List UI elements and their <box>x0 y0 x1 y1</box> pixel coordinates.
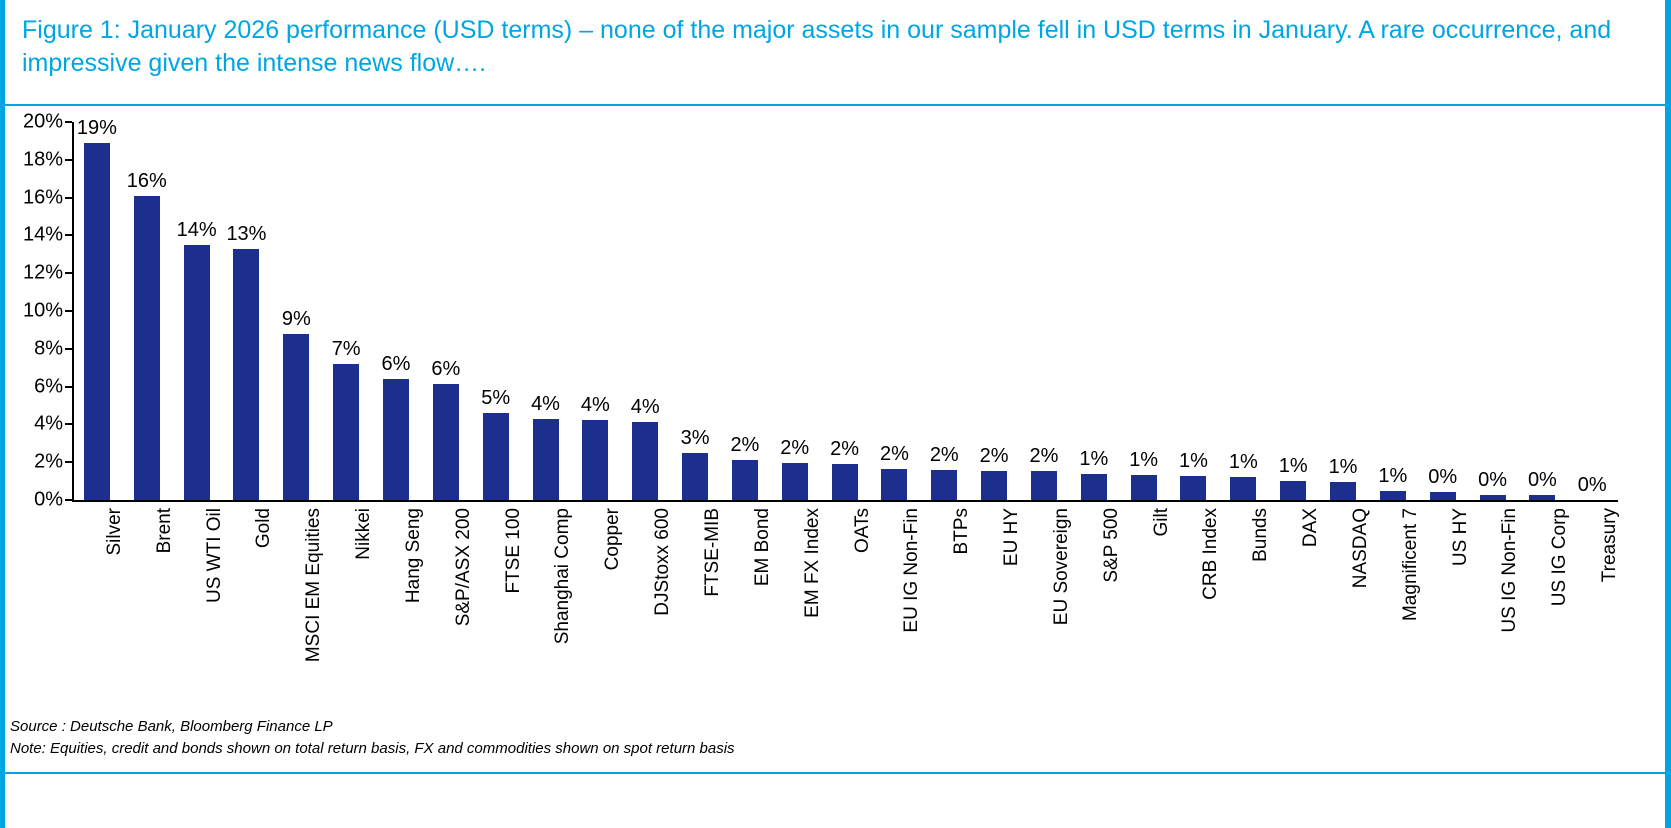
x-axis-category-label: Silver <box>103 508 125 556</box>
x-axis-category-label: EU Sovereign <box>1050 508 1072 626</box>
y-axis-tick-mark <box>65 121 72 123</box>
x-axis-category-label: FTSE 100 <box>502 508 524 594</box>
bar <box>1131 475 1157 501</box>
y-axis-tick-label: 18% <box>22 148 63 171</box>
bar-column <box>471 122 521 500</box>
bar <box>184 245 210 500</box>
bar-value-label: 2% <box>730 434 760 457</box>
bar <box>632 422 658 500</box>
bar-column <box>1218 122 1268 500</box>
y-axis-tick-label: 16% <box>22 186 63 209</box>
bar-value-label: 6% <box>431 357 461 380</box>
bar-column <box>1019 122 1069 500</box>
x-axis-category-label: Brent <box>153 508 175 554</box>
x-axis-category-label: Bunds <box>1250 508 1272 562</box>
x-axis-category-label: EU HY <box>1001 508 1023 567</box>
bar-column <box>820 122 870 500</box>
bar-value-label: 1% <box>1378 464 1408 487</box>
bar-column <box>72 116 122 500</box>
bar-value-label: 2% <box>1029 444 1059 467</box>
x-axis-category-label: Hang Seng <box>402 508 424 604</box>
bar-value-label: 4% <box>580 393 610 416</box>
y-axis-tick-label: 10% <box>22 299 63 322</box>
x-axis-category-label: S&P/ASX 200 <box>452 508 474 627</box>
bar-column <box>172 122 222 500</box>
bar-column <box>620 122 670 500</box>
bar-value-label: 13% <box>226 222 267 245</box>
bar <box>931 470 957 500</box>
y-axis-tick-mark <box>65 499 72 501</box>
source-line: Source : Deutsche Bank, Bloomberg Finance LP <box>10 718 333 735</box>
y-axis-tick-mark <box>65 234 72 236</box>
bar-value-label: 0% <box>1478 468 1507 491</box>
bar-column <box>770 122 820 500</box>
bar <box>134 196 160 500</box>
bar-column <box>670 122 720 500</box>
bar-column <box>919 122 969 500</box>
bar <box>1180 476 1206 500</box>
note-line: Note: Equities, credit and bonds shown on total return basis, FX and commodities shown on spot return basis <box>10 739 735 757</box>
y-axis-tick-mark <box>65 348 72 350</box>
bar <box>1330 482 1356 500</box>
bar-value-label: 5% <box>481 387 511 410</box>
x-axis-category-label: DAX <box>1300 508 1322 548</box>
bar-column <box>720 122 770 500</box>
bar <box>582 420 608 500</box>
bar-value-label: 16% <box>126 169 167 192</box>
bar <box>1380 491 1406 500</box>
bar-value-label: 1% <box>1328 456 1358 479</box>
bar-value-label: 2% <box>879 442 909 465</box>
x-axis-category-label: OATs <box>851 508 873 554</box>
y-axis-tick-label: 12% <box>22 261 63 284</box>
bar <box>881 469 907 500</box>
bar-value-label: 3% <box>680 426 710 449</box>
bar-value-label: 2% <box>830 438 860 461</box>
x-axis-category-label: US HY <box>1449 508 1471 567</box>
bar <box>1031 471 1057 500</box>
bar <box>981 471 1007 500</box>
x-axis-category-label: US WTI Oil <box>203 508 225 603</box>
bar-value-label: 0% <box>1577 474 1607 496</box>
y-axis-tick-label: 6% <box>34 375 63 398</box>
x-axis-category-label: US IG Non-Fin <box>1499 508 1521 633</box>
x-axis-category-label: CRB Index <box>1200 508 1222 600</box>
bar-series <box>72 116 1617 500</box>
bar <box>832 464 858 500</box>
figure-footnotes <box>10 716 1610 760</box>
bar-column <box>371 122 421 500</box>
bar-value-label: 9% <box>281 307 311 330</box>
bar-column <box>271 122 321 500</box>
x-axis-category-label: Gold <box>253 508 275 549</box>
bar <box>433 384 459 500</box>
bar-column <box>1468 122 1518 500</box>
bar-column <box>1418 122 1468 500</box>
bar <box>283 334 309 500</box>
bar-column <box>521 122 571 500</box>
bar-value-label: 1% <box>1278 455 1308 478</box>
bar-value-label: 1% <box>1228 451 1258 474</box>
y-axis-tick-mark <box>65 386 72 388</box>
x-axis-line <box>72 500 1618 502</box>
bar <box>1081 474 1107 500</box>
x-axis-category-label: EM FX Index <box>801 508 823 618</box>
bar-value-label: 2% <box>979 444 1009 467</box>
bar-value-label: 0% <box>1428 466 1458 489</box>
bar-value-label: 2% <box>929 443 959 466</box>
y-axis-tick-label: 20% <box>22 110 63 133</box>
y-axis-tick-mark <box>65 310 72 312</box>
bar-column <box>870 122 920 500</box>
footer-divider <box>0 772 1665 774</box>
bar <box>1529 495 1555 500</box>
bar <box>1280 481 1306 500</box>
bar <box>1230 477 1256 500</box>
bar <box>483 413 509 500</box>
y-axis-tick-mark <box>65 461 72 463</box>
figure-title: Figure 1: January 2026 performance (USD terms) – none of the major assets in our sample fell in USD terms in January. A rare occurrence, and impressive given the intense news flow…. <box>22 16 1612 78</box>
bar-column <box>1368 122 1418 500</box>
bar-value-label: 6% <box>381 353 411 376</box>
x-axis-category-label: EU IG Non-Fin <box>901 508 923 633</box>
x-axis-category-label: NASDAQ <box>1349 508 1371 589</box>
y-axis-tick-mark <box>65 197 72 199</box>
bar <box>84 143 110 500</box>
y-axis-tick-label: 0% <box>34 488 63 511</box>
bar-column <box>1119 122 1169 500</box>
bar-value-label: 1% <box>1129 448 1159 471</box>
bar-column <box>969 122 1019 500</box>
bar-column <box>570 122 620 500</box>
plot-area <box>22 110 1617 511</box>
bar <box>682 453 708 500</box>
y-axis-tick-label: 8% <box>34 337 63 360</box>
x-axis-category-label: BTPs <box>951 508 973 555</box>
x-axis-category-label: Shanghai Comp <box>552 508 574 645</box>
bar-value-label: 0% <box>1527 469 1557 492</box>
bar <box>1480 495 1506 500</box>
x-axis-category-label: Gilt <box>1150 508 1172 537</box>
x-axis-category-label: S&P 500 <box>1100 508 1122 583</box>
bar <box>533 419 559 500</box>
bar-value-label: 4% <box>531 392 560 415</box>
bar <box>383 379 409 500</box>
y-axis-tick-label: 14% <box>22 223 63 246</box>
y-axis-tick-mark <box>65 159 72 161</box>
bar-value-label: 1% <box>1179 450 1208 473</box>
bar-value-label: 19% <box>76 116 117 139</box>
y-axis-tick-mark <box>65 272 72 274</box>
bar-column <box>1268 122 1318 500</box>
bar <box>732 460 758 500</box>
bar <box>1430 492 1456 500</box>
x-axis-category-label: Nikkei <box>353 508 375 560</box>
bar-value-label: 14% <box>176 218 217 241</box>
y-axis-tick-label: 4% <box>34 412 63 435</box>
bar-column <box>1567 122 1617 500</box>
x-axis-category-label: Magnificent 7 <box>1399 508 1421 622</box>
bar <box>333 364 359 500</box>
bar-column <box>1069 122 1119 500</box>
bar <box>782 463 808 500</box>
bar-value-label: 2% <box>780 437 810 460</box>
title-divider <box>0 104 1665 106</box>
bar-column <box>1517 122 1567 500</box>
bar-chart <box>0 112 1671 692</box>
x-axis-category-label: DJStoxx 600 <box>652 508 674 616</box>
bar <box>233 249 259 500</box>
x-axis-category-label: US IG Corp <box>1549 508 1571 607</box>
y-axis-tick-label: 2% <box>34 450 63 473</box>
bar-value-label: 1% <box>1079 447 1109 470</box>
x-axis-category-label: Treasury <box>1599 508 1621 583</box>
bar-column <box>421 122 471 500</box>
x-axis-category-label: EM Bond <box>751 508 773 587</box>
x-axis-category-label: FTSE-MIB <box>701 508 723 597</box>
bar-column <box>321 122 371 500</box>
bar-column <box>122 122 172 500</box>
bar-value-label: 4% <box>630 395 660 418</box>
bar-value-label: 7% <box>331 337 361 360</box>
x-axis-category-label: Copper <box>602 508 624 571</box>
bar-column <box>1169 122 1219 500</box>
bar-column <box>1318 122 1368 500</box>
y-axis-tick-mark <box>65 423 72 425</box>
x-axis-category-label: MSCI EM Equities <box>303 508 325 663</box>
bar-column <box>222 122 272 500</box>
